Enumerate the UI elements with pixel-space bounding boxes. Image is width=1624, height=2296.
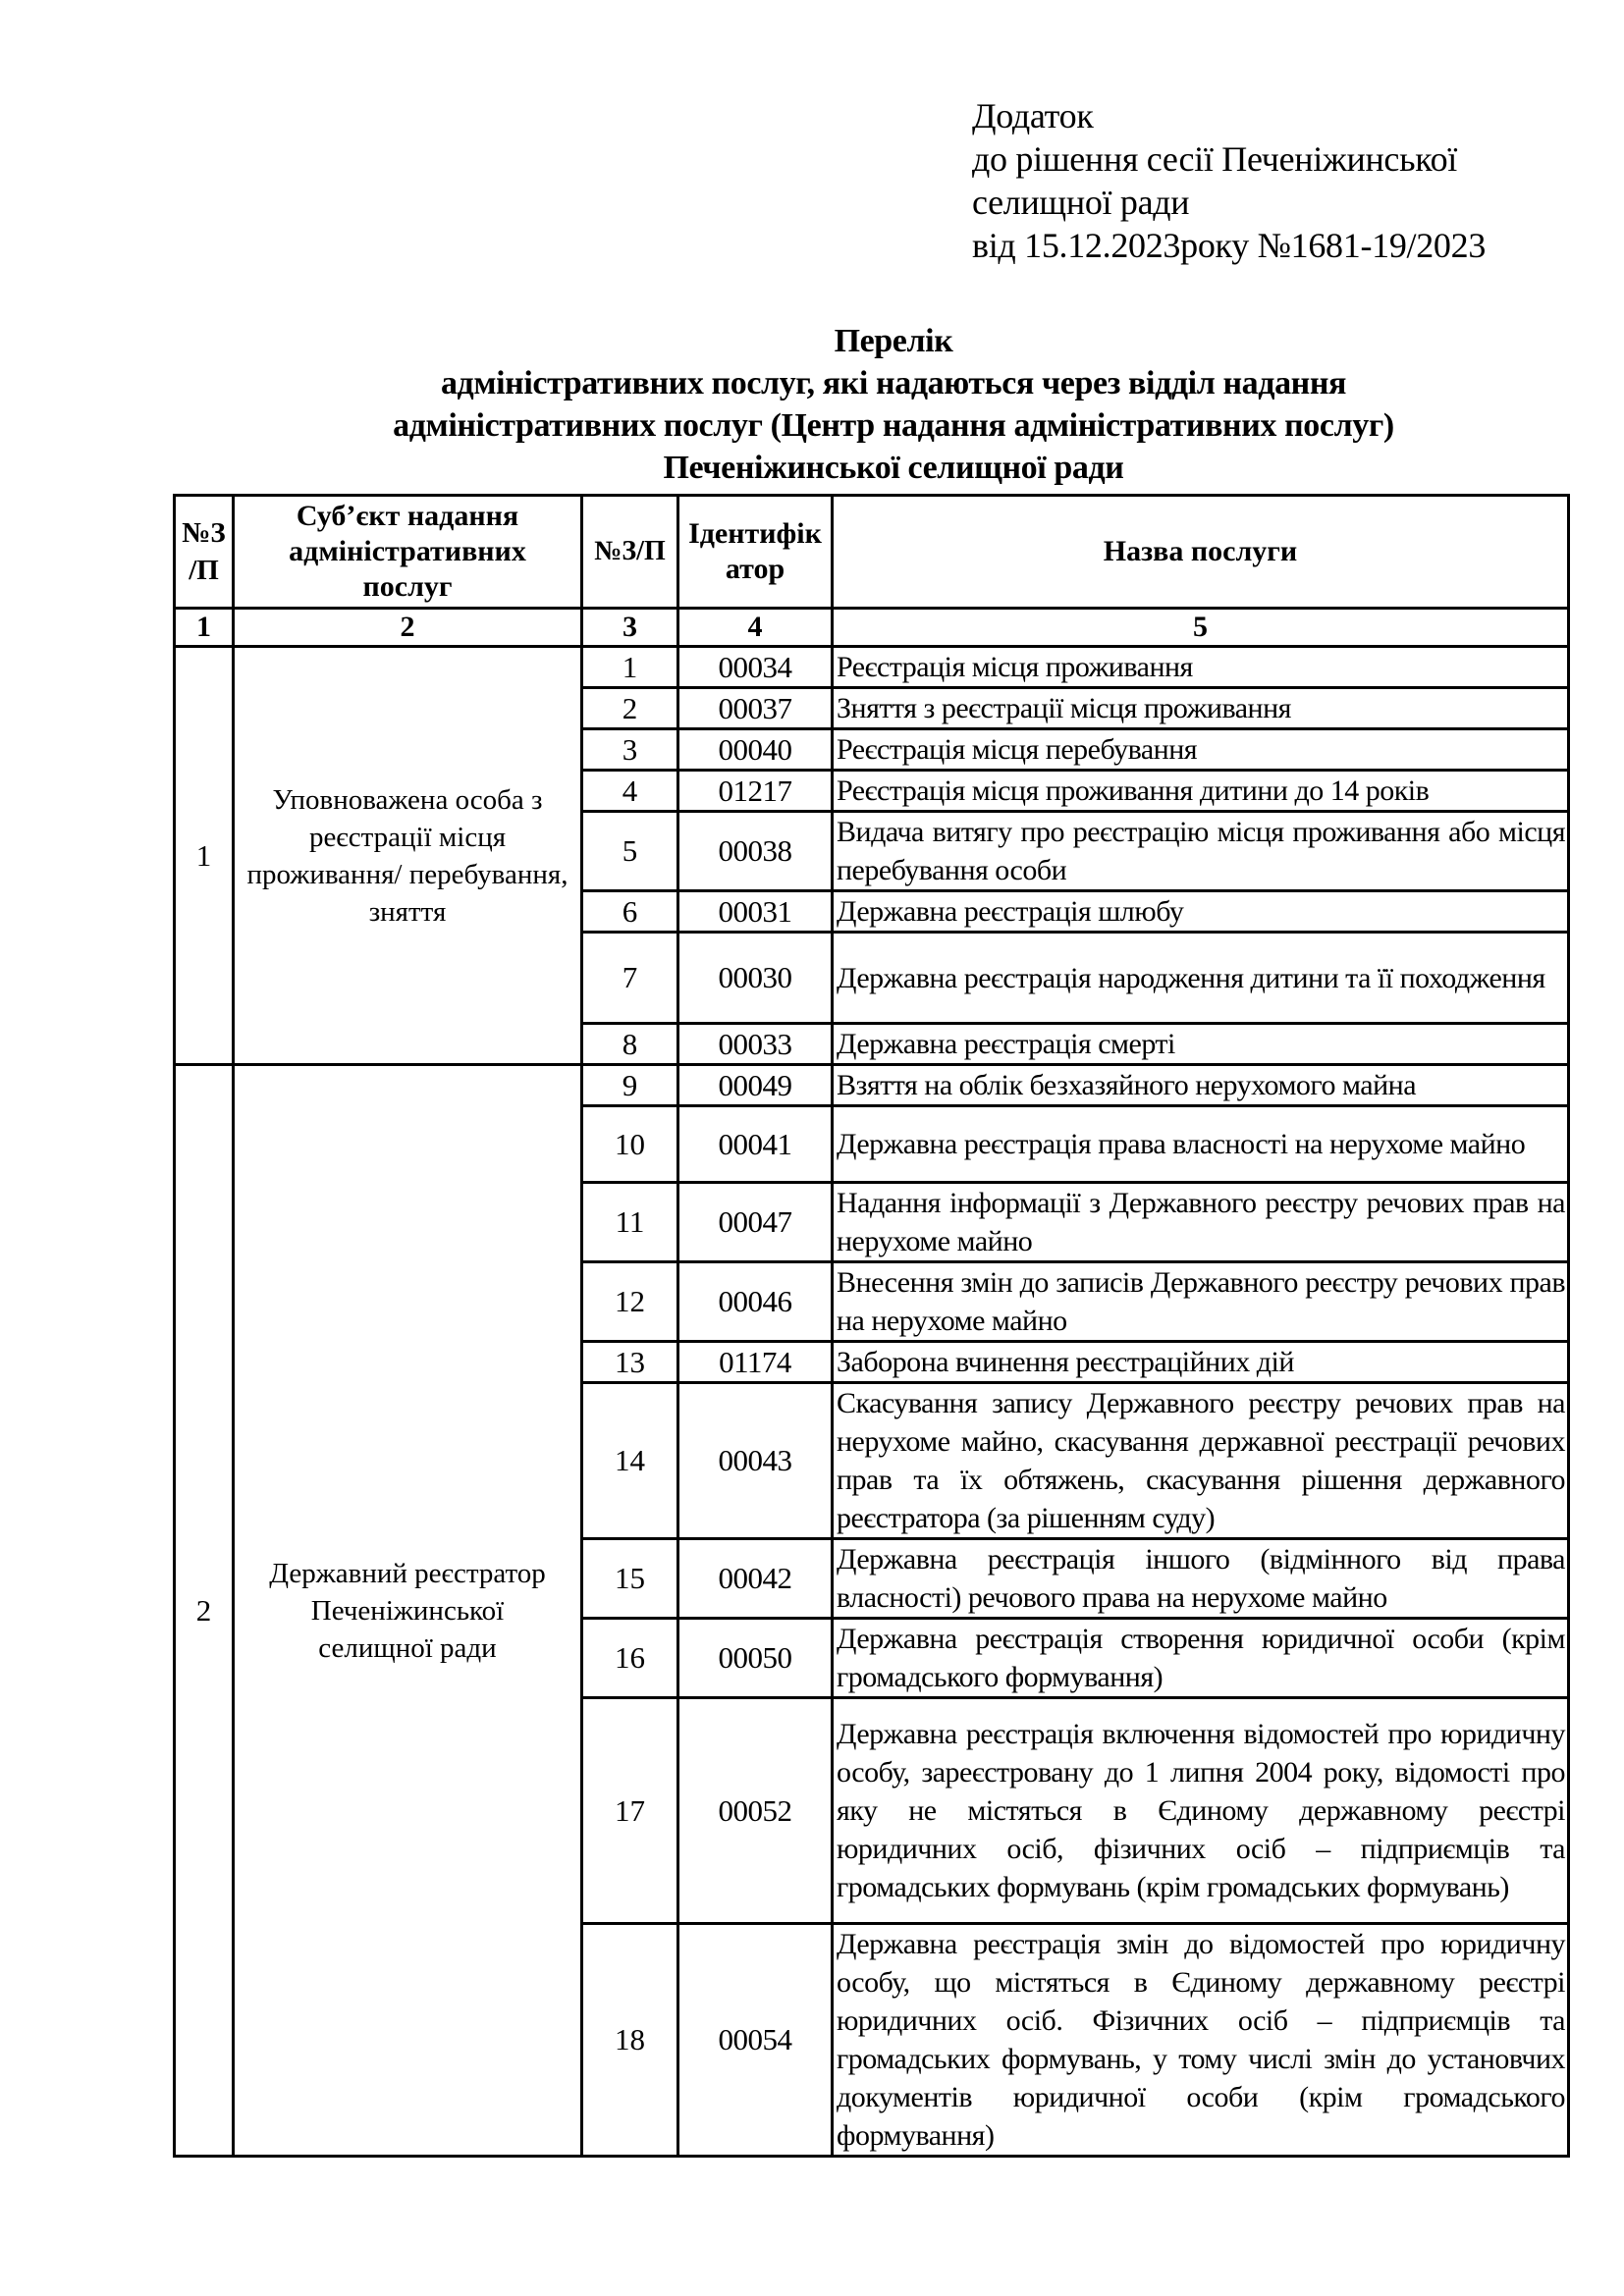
column-number: 5 — [833, 609, 1569, 647]
service-name: Державна реєстрація смерті — [833, 1024, 1569, 1065]
service-no: 5 — [582, 812, 678, 891]
service-id: 00043 — [678, 1383, 833, 1539]
service-name: Державна реєстрація права власності на нерухоме майно — [833, 1106, 1569, 1183]
service-name: Взяття на облік безхазяйного нерухомого майна — [833, 1065, 1569, 1106]
service-name: Державна реєстрація включення відомостей про юридичну особу, зареєстровану до 1 липня 2004 року, відомості про яку не містяться в Єдиному державному реєстрі юридичних осіб, фізичних осіб – підприємців та громадських формувань (крім громадських формувань) — [833, 1698, 1569, 1924]
service-no: 15 — [582, 1539, 678, 1619]
annex-decision: до рішення сесії Печеніжинської — [972, 139, 1457, 179]
group-subject: Уповноважена особа з реєстрації місця проживання/ перебування, зняття — [234, 647, 582, 1065]
service-no: 10 — [582, 1106, 678, 1183]
service-name: Видача витягу про реєстрацію місця проживання або місця перебування особи — [833, 812, 1569, 891]
header-service-name: Назва послуги — [833, 496, 1569, 609]
title-line-4: Печеніжинської селищної ради — [663, 450, 1124, 486]
header-subject: Суб’єкт надання адміністративних послуг — [234, 496, 582, 609]
service-name: Реєстрація місця перебування — [833, 729, 1569, 771]
column-numbers-row — [175, 609, 1569, 647]
services-table — [173, 494, 1570, 2158]
header-identifier: Ідентифік атор — [678, 496, 833, 609]
service-id: 00038 — [678, 812, 833, 891]
header-row — [175, 496, 1569, 609]
service-id: 00046 — [678, 1262, 833, 1342]
service-id: 00049 — [678, 1065, 833, 1106]
header-service-no: №З/П — [582, 496, 678, 609]
document-title — [167, 320, 1620, 489]
header-group-no: №З /П — [175, 496, 234, 609]
service-id: 01217 — [678, 771, 833, 812]
service-id: 01174 — [678, 1342, 833, 1383]
service-id: 00033 — [678, 1024, 833, 1065]
service-no: 3 — [582, 729, 678, 771]
column-number: 4 — [678, 609, 833, 647]
service-name: Надання інформації з Державного реєстру речових прав на нерухоме майно — [833, 1183, 1569, 1262]
annex-label: Додаток — [972, 96, 1094, 135]
service-id: 00054 — [678, 1924, 833, 2157]
title-line-1: Перелік — [834, 323, 953, 359]
service-name: Державна реєстрація іншого (відмінного від права власності) речового права на нерухоме майно — [833, 1539, 1569, 1619]
table-row — [175, 1065, 1569, 1106]
service-no: 8 — [582, 1024, 678, 1065]
group-subject: Державний реєстратор Печеніжинської селищної ради — [234, 1065, 582, 2157]
service-name: Державна реєстрація народження дитини та її походження — [833, 933, 1569, 1024]
table-row — [175, 647, 1569, 688]
group-number: 1 — [175, 647, 234, 1065]
service-no: 7 — [582, 933, 678, 1024]
service-no: 11 — [582, 1183, 678, 1262]
service-id: 00037 — [678, 688, 833, 729]
annex-council: селищної ради — [972, 183, 1190, 222]
service-no: 17 — [582, 1698, 678, 1924]
service-name: Зняття з реєстрації місця проживання — [833, 688, 1569, 729]
service-no: 18 — [582, 1924, 678, 2157]
column-number: 2 — [234, 609, 582, 647]
service-name: Державна реєстрація створення юридичної особи (крім громадського формування) — [833, 1619, 1569, 1698]
service-no: 9 — [582, 1065, 678, 1106]
service-no: 16 — [582, 1619, 678, 1698]
service-name: Державна реєстрація змін до відомостей про юридичну особу, що містяться в Єдиному державному реєстрі юридичних осіб. Фізичних осіб – підприємців та громадських формувань, у тому числі змін до установчих документів юридичної особи (крім громадського формування) — [833, 1924, 1569, 2157]
service-id: 00047 — [678, 1183, 833, 1262]
service-no: 1 — [582, 647, 678, 688]
service-id: 00042 — [678, 1539, 833, 1619]
service-id: 00030 — [678, 933, 833, 1024]
service-id: 00050 — [678, 1619, 833, 1698]
service-id: 00040 — [678, 729, 833, 771]
service-name: Заборона вчинення реєстраційних дій — [833, 1342, 1569, 1383]
service-no: 14 — [582, 1383, 678, 1539]
service-name: Реєстрація місця проживання дитини до 14 років — [833, 771, 1569, 812]
service-no: 6 — [582, 891, 678, 933]
title-line-3: адміністративних послуг (Центр надання адміністративних послуг) — [393, 407, 1394, 444]
service-id: 00041 — [678, 1106, 833, 1183]
column-number: 3 — [582, 609, 678, 647]
annex-date-number: від 15.12.2023року №1681-19/2023 — [972, 226, 1487, 265]
service-name: Реєстрація місця проживання — [833, 647, 1569, 688]
column-number: 1 — [175, 609, 234, 647]
service-no: 12 — [582, 1262, 678, 1342]
service-id: 00034 — [678, 647, 833, 688]
service-name: Внесення змін до записів Державного реєстру речових прав на нерухоме майно — [833, 1262, 1569, 1342]
annex-block — [972, 94, 1486, 267]
service-name: Скасування запису Державного реєстру речових прав на нерухоме майно, скасування державної реєстрації речових прав та їх обтяжень, скасування рішення державного реєстратора (за рішенням суду) — [833, 1383, 1569, 1539]
service-no: 13 — [582, 1342, 678, 1383]
service-no: 2 — [582, 688, 678, 729]
service-no: 4 — [582, 771, 678, 812]
title-line-2: адміністративних послуг, які надаються через відділ надання — [440, 365, 1347, 401]
group-number: 2 — [175, 1065, 234, 2157]
service-id: 00031 — [678, 891, 833, 933]
service-id: 00052 — [678, 1698, 833, 1924]
service-name: Державна реєстрація шлюбу — [833, 891, 1569, 933]
